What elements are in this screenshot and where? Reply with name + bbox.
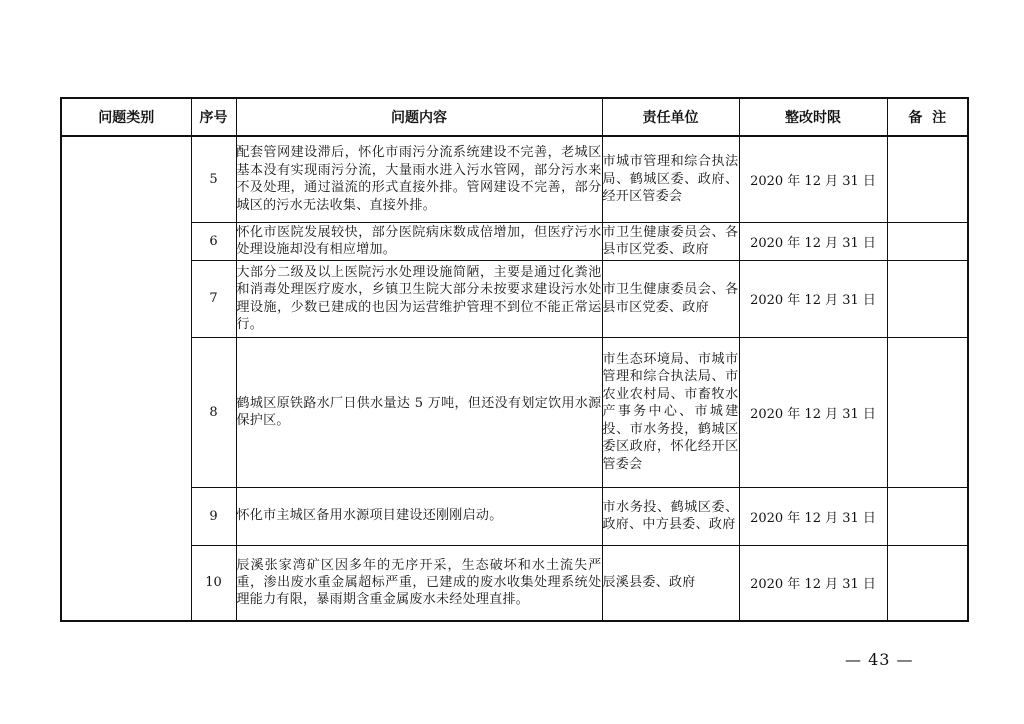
row-seq: 7 — [191, 260, 236, 337]
rectification-table — [60, 97, 969, 622]
header-content: 问题内容 — [236, 98, 602, 136]
header-deadline: 整改时限 — [739, 98, 887, 136]
table-row — [61, 222, 968, 260]
row-unit: 市卫生健康委员会、各县市区党委、政府 — [602, 260, 739, 337]
row-seq: 6 — [191, 222, 236, 260]
table-header-row — [61, 98, 968, 136]
header-unit: 责任单位 — [602, 98, 739, 136]
row-unit: 市卫生健康委员会、各县市区党委、政府 — [602, 222, 739, 260]
category-cell — [61, 136, 191, 621]
row-unit: 市城市管理和综合执法局、鹤城区委、政府、经开区管委会 — [602, 136, 739, 222]
table-row — [61, 337, 968, 487]
row-unit: 辰溪县委、政府 — [602, 545, 739, 621]
row-note — [887, 260, 968, 337]
row-note — [887, 337, 968, 487]
table-row — [61, 136, 968, 222]
row-seq: 5 — [191, 136, 236, 222]
row-unit: 市水务投、鹤城区委、政府、中方县委、政府 — [602, 487, 739, 545]
header-seq: 序号 — [191, 98, 236, 136]
table-row — [61, 487, 968, 545]
row-note — [887, 136, 968, 222]
header-category: 问题类别 — [61, 98, 191, 136]
row-deadline: 2020 年 12 月 31 日 — [739, 545, 887, 621]
row-content: 怀化市医院发展较快，部分医院病床数成倍增加，但医疗污水处理设施却没有相应增加。 — [236, 222, 602, 260]
row-content: 辰溪张家湾矿区因多年的无序开采，生态破坏和水土流失严重，渗出废水重金属超标严重，已建成的废水收集处理系统处理能力有限，暴雨期含重金属废水未经处理直排。 — [236, 545, 602, 621]
row-seq: 10 — [191, 545, 236, 621]
row-note — [887, 222, 968, 260]
row-deadline: 2020 年 12 月 31 日 — [739, 222, 887, 260]
row-content: 鹤城区原铁路水厂日供水量达 5 万吨，但还没有划定饮用水源保护区。 — [236, 337, 602, 487]
row-seq: 8 — [191, 337, 236, 487]
table-row — [61, 260, 968, 337]
row-content: 配套管网建设滞后，怀化市雨污分流系统建设不完善，老城区基本没有实现雨污分流，大量雨水进入污水管网，部分污水来不及处理，通过溢流的形式直接外排。管网建设不完善，部分城区的污水无法收集、直接外排。 — [236, 136, 602, 222]
row-note — [887, 545, 968, 621]
row-deadline: 2020 年 12 月 31 日 — [739, 260, 887, 337]
page-number: — 43 — — [845, 650, 914, 669]
table-row — [61, 545, 968, 621]
row-unit: 市生态环境局、市城市管理和综合执法局、市农业农村局、市畜牧水产事务中心、市城建投、市水务投，鹤城区委区政府，怀化经开区管委会 — [602, 337, 739, 487]
row-deadline: 2020 年 12 月 31 日 — [739, 136, 887, 222]
row-note — [887, 487, 968, 545]
row-seq: 9 — [191, 487, 236, 545]
row-content: 大部分二级及以上医院污水处理设施简陋，主要是通过化粪池和消毒处理医疗废水，乡镇卫生院大部分未按要求建设污水处理设施，少数已建成的也因为运营维护管理不到位不能正常运行。 — [236, 260, 602, 337]
row-deadline: 2020 年 12 月 31 日 — [739, 337, 887, 487]
header-note: 备 注 — [887, 98, 968, 136]
row-content: 怀化市主城区备用水源项目建设还刚刚启动。 — [236, 487, 602, 545]
row-deadline: 2020 年 12 月 31 日 — [739, 487, 887, 545]
